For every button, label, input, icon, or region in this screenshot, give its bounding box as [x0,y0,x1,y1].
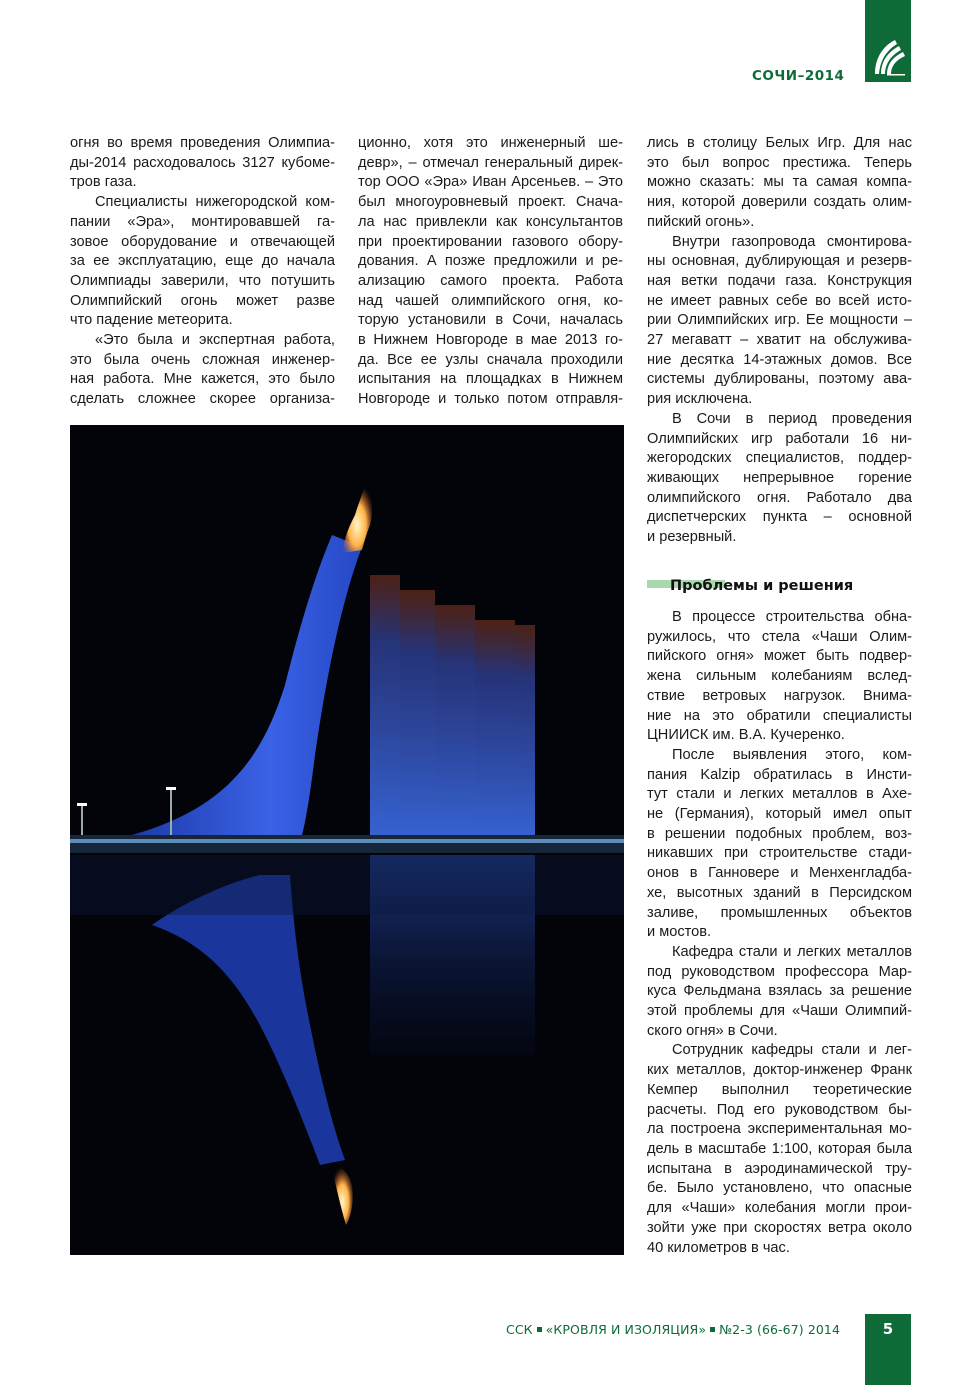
text-line: онов в Ганновере и Менхенгладба- [647,865,912,882]
text-line: этой проблемы для «Чаши Олимпий- [647,1003,912,1020]
text-line: тор ООО «Эра» Иван Арсеньев. – Это [358,174,623,191]
text-line: ние десятка 14-этажных домов. Все [647,351,912,368]
text-line: 40 километров в час. [647,1239,790,1256]
text-line: куса Фельдмана взялась за решение [647,983,912,1000]
text-line: под руководством профессора Мар- [647,963,912,980]
text-line: не имеет равных себе во всей исто- [647,292,912,309]
text-line: за ее эксплуатацию, еще до начала [70,253,335,270]
section-subheading [647,578,912,598]
article-column-2 [358,134,623,410]
text-line: пания Kalzip обратилась в Инсти- [647,766,912,783]
text-line: Специалисты нижегородской ком- [95,194,335,211]
footer-publisher: ССК [506,1322,533,1337]
text-line: торую установили в Сочи, началась [358,312,623,329]
text-line: над чашей олимпийского огня, ко- [358,292,623,309]
text-line: не (Германия), который имел опыт [647,806,912,823]
text-line: ких металлов, доктор-инженер Франк [647,1062,912,1079]
footer-issue: №2-3 (66-67) 2014 [719,1322,841,1337]
text-line: ны основная, дублирующая и резерв- [647,253,912,270]
text-line: да. Все ее узлы сначала проходили [358,351,623,368]
text-line: рии Олимпийских игр. Ее мощности – [647,312,912,329]
text-line: ла нас привлекли как консультантов [358,213,623,230]
text-line: сделать сложнее скорее организа- [70,391,335,408]
text-line: олимпийского огня. Работало два [647,489,912,506]
text-line: испытана в аэродинамической тру- [647,1160,912,1177]
article-column-3-continued [647,608,912,1258]
text-line: 27 мегаватт – хватит на обслужива- [647,332,912,349]
text-line: зойти уже при скоростях ветра около [647,1219,912,1236]
text-line: ная работа. Мне кажется, это было [70,371,335,388]
text-line: заливе, промышленных объектов [647,904,912,921]
text-line: ла построена экспериментальная мо- [647,1121,912,1138]
text-line: В процессе строительства обна- [672,609,912,625]
text-line: для «Чаши» колебания могли прои- [647,1200,912,1217]
text-line: ружилось, что стела «Чаши Олим- [647,628,912,645]
subheading-text: Проблемы и решения [670,578,854,594]
square-bullet-icon [537,1327,542,1332]
text-line: ние на это обратили специалисты [647,707,912,724]
text-line: пании «Эра», монтировавшей га- [70,213,335,230]
footer-magazine: «КРОВЛЯ И ИЗОЛЯЦИЯ» [545,1322,707,1337]
text-line: Олимпиады заверили, что потушить [70,272,335,289]
text-line: Олимпийский огонь может разве [70,292,335,309]
text-line: зовое оборудование и отвечающей [70,233,335,250]
text-line: бе. Было установлено, что опасные [647,1180,912,1197]
text-line: ского огня» в Сочи. [647,1022,778,1039]
text-line: это была очень сложная инженер- [70,351,335,368]
text-line: пийский огонь». [647,213,755,230]
header-tab [865,0,911,82]
text-line: никавших при строительстве стади- [647,845,912,862]
text-line: в решении подобных проблем, воз- [647,825,912,842]
text-line: расчеты. Под его руководством бы- [647,1101,912,1118]
text-line: ная ветки подачи газа. Конструкция [647,272,912,289]
text-line: диспетчерских пункта – основной [647,509,912,526]
square-bullet-icon [710,1327,715,1332]
text-line: был многоуровневый проект. Снача- [358,194,623,211]
text-line: «Это была и экспертная работа, [95,332,335,349]
text-line: тут стали и легких металлов в Ахе- [647,786,912,803]
text-line: Кемпер выполнил теоретические [647,1081,912,1098]
text-line: и резервный. [647,529,737,546]
page-number: 5 [882,1320,894,1338]
article-column-1 [70,134,335,410]
olympic-cauldron-photo [70,425,624,1255]
text-line: пийского огня» может быть подвер- [647,648,912,665]
text-line: дель в масштабе 1:100, которая была [647,1140,912,1157]
text-line: лись в столицу Белых Игр. Для нас [647,135,912,151]
text-line: живающих непрерывное горение [647,469,912,486]
text-line: Кафедра стали и легких металлов [672,943,912,960]
leaves-logo-icon [869,28,907,78]
text-line: ствие ветровых нагрузок. Внима- [647,687,912,704]
text-line: рия исключена. [647,391,753,408]
text-line: дования. А позже предложили и ре- [358,253,623,270]
text-line: ЦНИИСК им. В.А. Кучеренко. [647,727,845,744]
text-line: тров газа. [70,174,137,191]
text-line: хе, высотных зданий в Персидском [647,884,912,901]
text-line: жена сильным колебаниям вслед- [647,668,912,685]
page-number-tab [865,1314,911,1385]
text-line: ния, которой доверили создать олим- [647,194,912,211]
text-line: при проектировании газового обору- [358,233,623,250]
text-line: В Сочи в период проведения [672,410,912,427]
text-line: ционно, хотя это инженерный ше- [358,135,623,151]
article-column-3 [647,134,912,548]
text-line: системы дублированы, поэтому ава- [647,371,912,388]
text-line: жегородских специалистов, поддер- [647,450,912,467]
section-label: СОЧИ–2014 [752,68,845,84]
text-line: Внутри газопровода смонтирова- [672,233,912,250]
footer-publication [506,1322,840,1337]
text-line: ализацию самого проекта. Работа [358,272,623,289]
text-line: Сотрудник кафедры стали и лег- [672,1042,912,1059]
text-line: это был вопрос престижа. Теперь [647,154,912,171]
text-line: что падение метеорита. [70,312,233,329]
text-line: ды-2014 расходовалось 3127 кубоме- [70,154,335,171]
text-line: Олимпийских игр работали 16 ни- [647,430,912,447]
text-line: После выявления этого, ком- [672,746,912,763]
text-line: девр», – отмечал генеральный дирек- [358,154,623,171]
text-line: в Нижнем Новгороде в мае 2013 го- [358,332,623,349]
text-line: огня во время проведения Олимпиа- [70,135,335,151]
text-line: Новгороде и только потом отправля- [358,391,623,408]
text-line: испытания на площадках в Нижнем [358,371,623,388]
text-line: и мостов. [647,924,712,941]
text-line: можно сказать: мы та самая компа- [647,174,912,191]
